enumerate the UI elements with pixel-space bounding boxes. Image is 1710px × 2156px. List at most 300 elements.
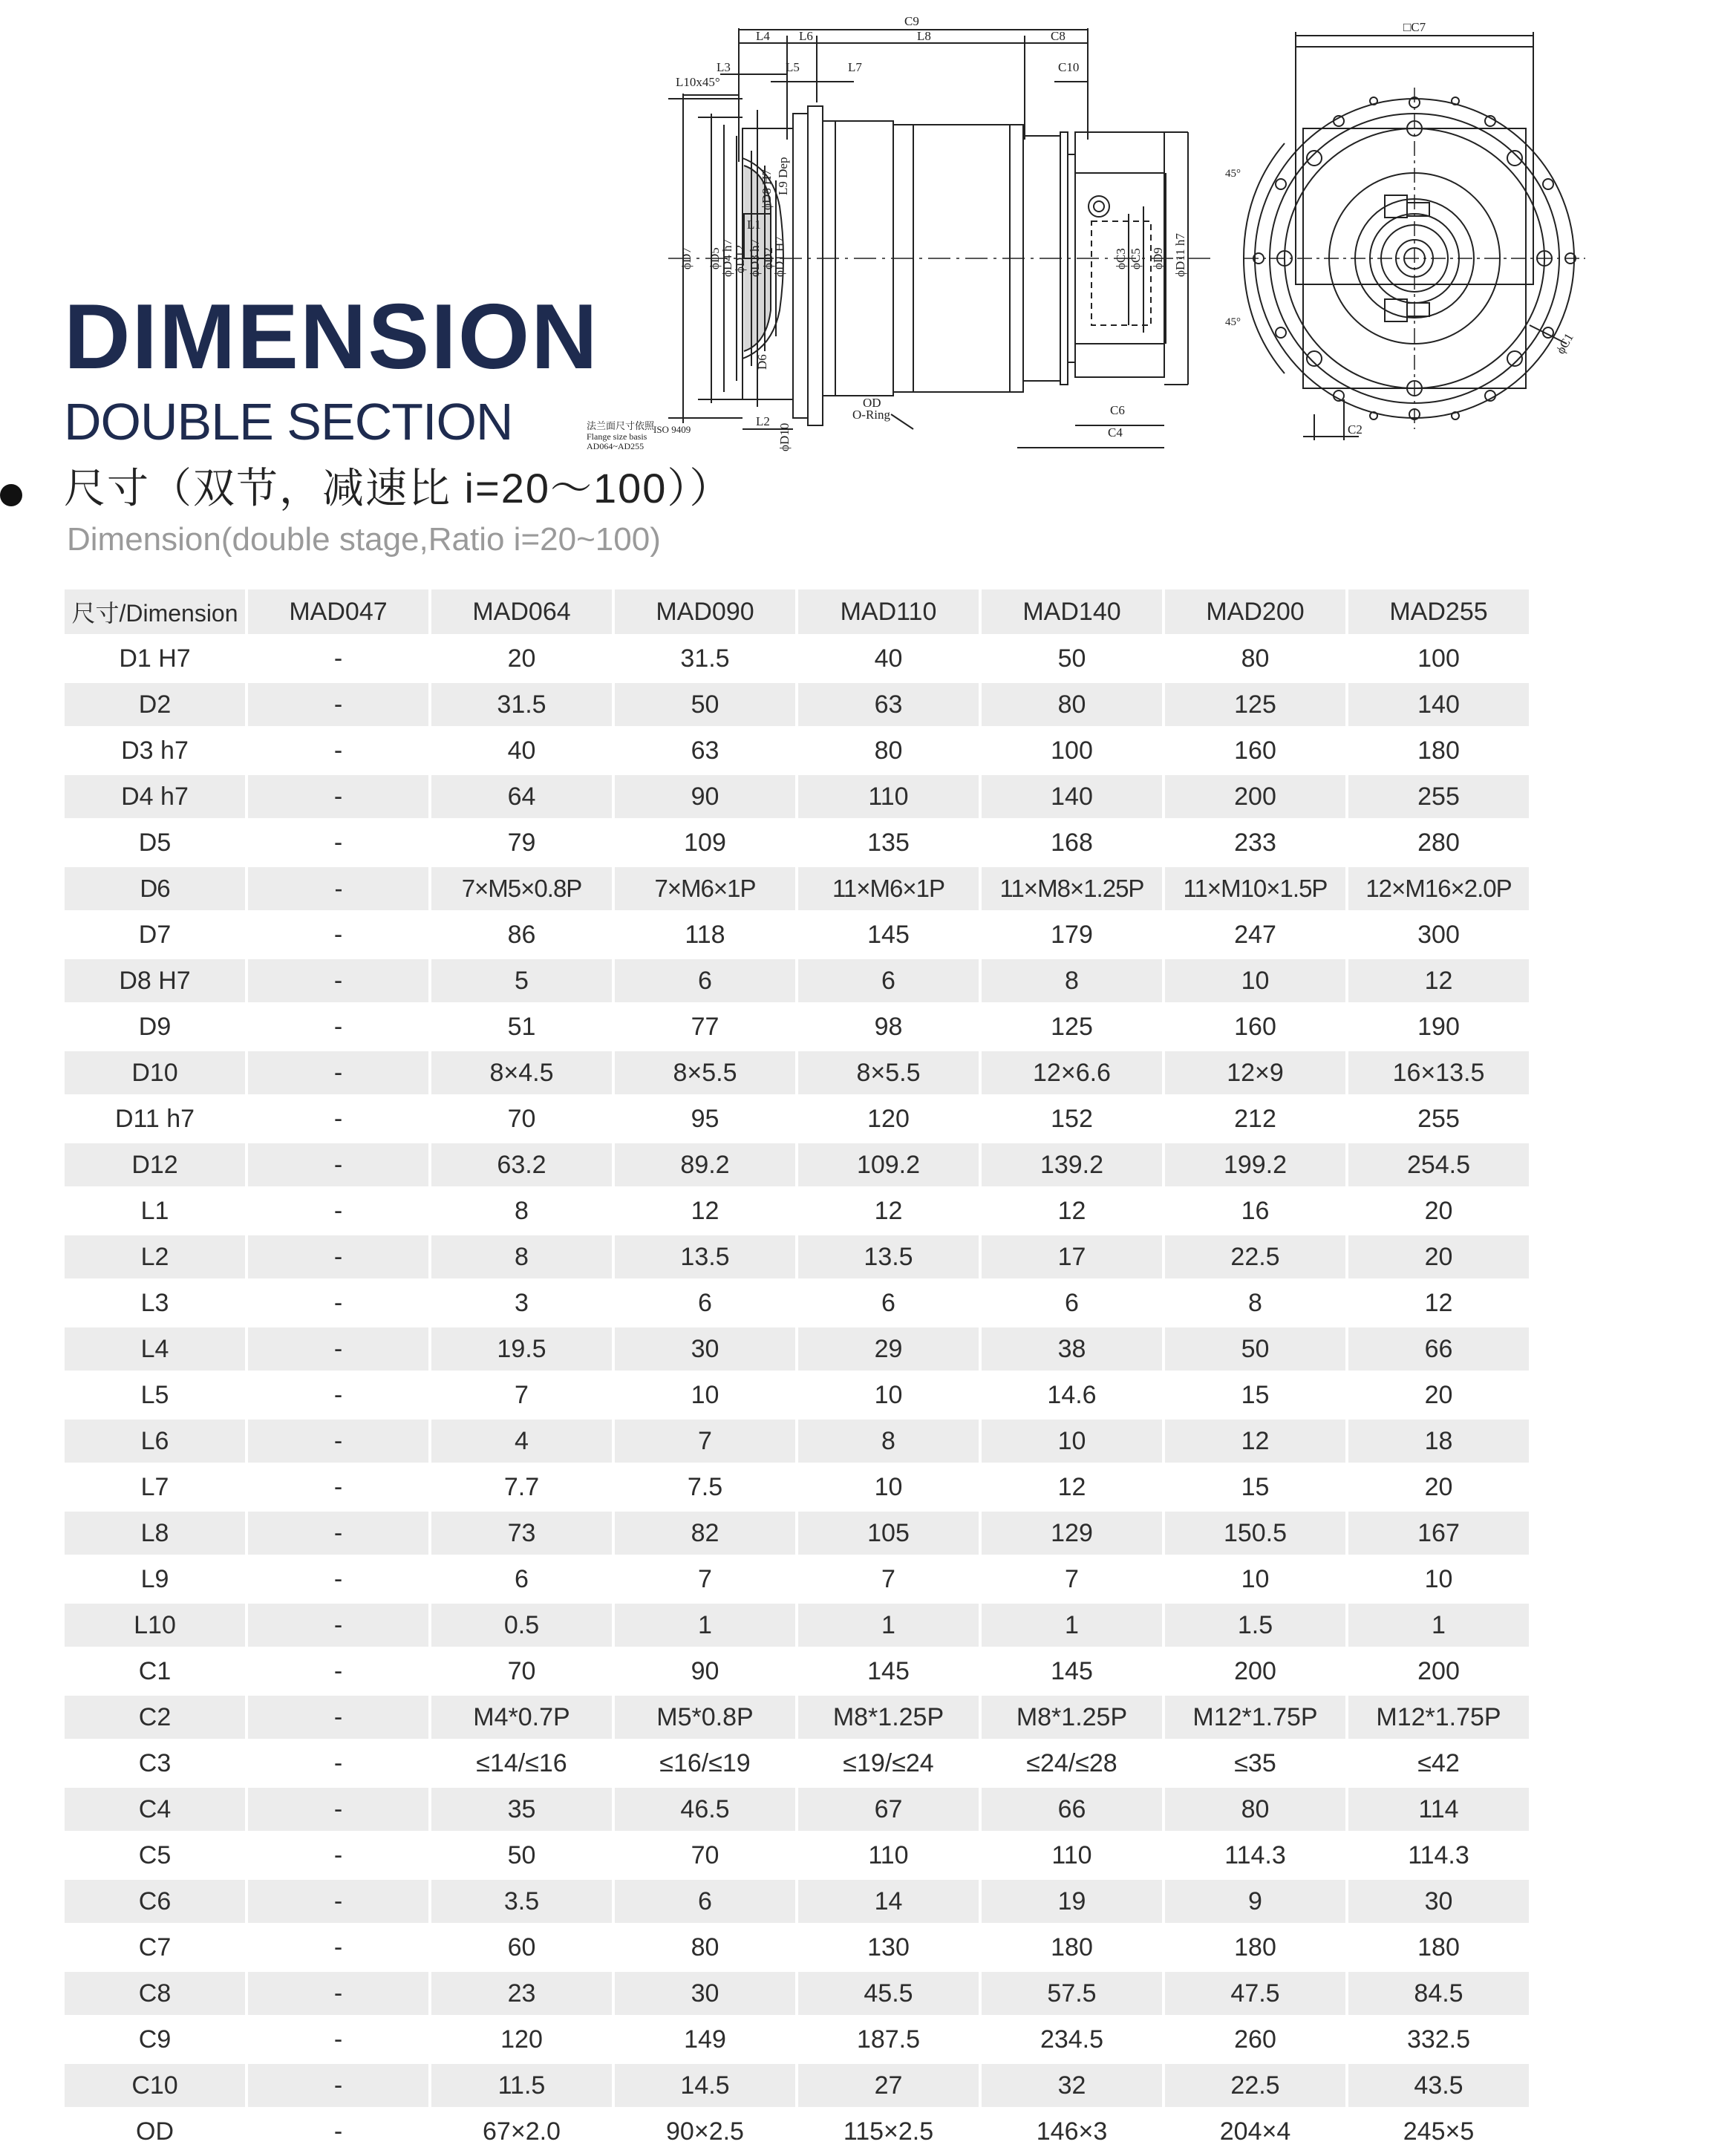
table-row xyxy=(65,1281,1529,1324)
table-cell: 16×13.5 xyxy=(1348,1051,1529,1094)
table-cell: - xyxy=(248,1327,428,1371)
row-label-cell: C1 xyxy=(138,1656,172,1685)
label-c5: ϕC5 xyxy=(1129,248,1143,270)
table-cell: 64 xyxy=(431,775,612,818)
table-cell: ≤16/≤19 xyxy=(659,1748,751,1777)
table-cell: 204×4 xyxy=(1219,2117,1291,2146)
table-cell: 50 xyxy=(1057,644,1086,673)
label-l3: L3 xyxy=(717,60,731,74)
table-cell: - xyxy=(248,1420,428,1463)
table-cell: 233 xyxy=(1234,828,1276,857)
label-l8: L8 xyxy=(917,29,931,43)
table-cell: 200 xyxy=(1417,1656,1460,1685)
page-subtitle: DOUBLE SECTION xyxy=(64,393,513,451)
table-header-row xyxy=(65,589,1529,634)
table-cell: - xyxy=(333,1748,343,1777)
label-d8: ϕD8 H7 xyxy=(760,169,774,210)
table-cell: 60 xyxy=(507,1933,536,1961)
table-cell: 6 xyxy=(881,1288,895,1317)
label-c8: C8 xyxy=(1051,29,1066,43)
table-cell: 160 xyxy=(1234,736,1276,765)
table-cell: ≤19/≤24 xyxy=(843,1748,934,1777)
table-cell: 114 xyxy=(1348,1788,1529,1831)
table-cell: 260 xyxy=(1234,2025,1276,2054)
row-label-cell: L8 xyxy=(65,1512,245,1555)
row-label-cell: C2 xyxy=(65,1696,245,1739)
table-cell: - xyxy=(248,1143,428,1186)
label-d6: D6 xyxy=(755,354,769,370)
table-cell: 3 xyxy=(515,1288,529,1317)
label-d2: ϕD2 xyxy=(761,247,775,270)
table-cell: 139.2 xyxy=(982,1143,1162,1186)
table-cell: 19 xyxy=(982,1880,1162,1923)
table-row xyxy=(65,1143,1529,1186)
table-cell: 149 xyxy=(684,2025,726,2054)
row-label-cell: C8 xyxy=(65,1972,245,2015)
label-d4: ϕD4 h7 xyxy=(720,239,734,277)
row-label-cell: D1 H7 xyxy=(119,644,191,673)
table-cell: 125 xyxy=(1165,683,1345,726)
table-cell: 80 xyxy=(1241,644,1270,673)
table-cell: 120 xyxy=(500,2025,543,2054)
row-label-cell: L1 xyxy=(140,1196,169,1225)
table-cell: - xyxy=(333,2117,343,2146)
label-l5: L5 xyxy=(786,60,800,74)
table-cell: 1 xyxy=(798,1604,979,1647)
table-cell: 167 xyxy=(1348,1512,1529,1555)
table-cell: - xyxy=(248,775,428,818)
table-cell: 6 xyxy=(798,959,979,1002)
row-label-cell: D2 xyxy=(65,683,245,726)
table-cell: M8*1.25P xyxy=(798,1696,979,1739)
table-cell: 140 xyxy=(1348,683,1529,726)
table-cell: 63 xyxy=(798,683,979,726)
label-d3: ϕD3 h7 xyxy=(748,239,762,277)
table-cell: 8 xyxy=(1248,1288,1262,1317)
table-cell: - xyxy=(248,1696,428,1739)
header-mad140: MAD140 xyxy=(982,589,1162,634)
table-row xyxy=(65,1604,1529,1647)
table-cell: - xyxy=(333,1840,343,1869)
table-cell: M8*1.25P xyxy=(982,1696,1162,1739)
table-cell: - xyxy=(333,1196,343,1225)
label-c6: C6 xyxy=(1110,403,1125,417)
table-cell: 63.2 xyxy=(431,1143,612,1186)
table-cell: 6 xyxy=(698,1288,712,1317)
table-cell: 89.2 xyxy=(615,1143,795,1186)
table-cell: 12 xyxy=(1348,959,1529,1002)
table-row xyxy=(65,1696,1529,1739)
table-cell: 30 xyxy=(1348,1880,1529,1923)
table-cell: 280 xyxy=(1417,828,1460,857)
table-cell: 245×5 xyxy=(1403,2117,1475,2146)
table-cell: - xyxy=(248,2064,428,2107)
bullet-dot xyxy=(0,484,22,506)
table-body xyxy=(65,637,1529,2153)
table-row xyxy=(65,2110,1529,2153)
table-cell: 11×M10×1.5P xyxy=(1165,867,1345,910)
table-cell: 9 xyxy=(1165,1880,1345,1923)
row-label-cell: C10 xyxy=(65,2064,245,2107)
table-cell: 63 xyxy=(691,736,719,765)
table-cell: 30 xyxy=(615,1327,795,1371)
header-mad090: MAD090 xyxy=(615,589,795,634)
label-l1: L1 xyxy=(747,218,761,232)
label-l4: L4 xyxy=(756,29,770,43)
table-cell: 11×M6×1P xyxy=(798,867,979,910)
table-row xyxy=(65,821,1529,864)
table-cell: 84.5 xyxy=(1348,1972,1529,2015)
table-row xyxy=(65,959,1529,1002)
table-row xyxy=(65,1420,1529,1463)
table-cell: 190 xyxy=(1417,1012,1460,1041)
table-cell: 15 xyxy=(1241,1380,1270,1409)
table-cell: 12 xyxy=(691,1196,719,1225)
table-cell: 10 xyxy=(982,1420,1162,1463)
table-cell: 8 xyxy=(515,1196,529,1225)
table-row xyxy=(65,637,1529,680)
table-cell: 22.5 xyxy=(1165,1235,1345,1278)
row-label-cell: D11 h7 xyxy=(114,1104,195,1133)
table-cell: - xyxy=(248,867,428,910)
table-row xyxy=(65,1189,1529,1232)
row-label-cell: D7 xyxy=(138,920,172,949)
table-row xyxy=(65,1880,1529,1923)
table-cell: 168 xyxy=(1051,828,1093,857)
label-c9: C9 xyxy=(904,14,919,28)
table-cell: 7 xyxy=(515,1380,529,1409)
table-cell: 152 xyxy=(1051,1104,1093,1133)
table-cell: 145 xyxy=(867,1656,910,1685)
table-cell: 10 xyxy=(874,1380,903,1409)
table-cell: 114.3 xyxy=(1408,1840,1469,1869)
table-cell: - xyxy=(333,1472,343,1501)
row-label-cell: L6 xyxy=(65,1420,245,1463)
table-cell: 40 xyxy=(874,644,903,673)
row-label-cell: OD xyxy=(136,2117,174,2146)
table-cell: 67×2.0 xyxy=(483,2117,561,2146)
table-cell: - xyxy=(248,959,428,1002)
table-cell: 150.5 xyxy=(1165,1512,1345,1555)
table-cell: 22.5 xyxy=(1165,2064,1345,2107)
table-cell: M12*1.75P xyxy=(1165,1696,1345,1739)
table-cell: 82 xyxy=(615,1512,795,1555)
table-cell: 114.3 xyxy=(1224,1840,1286,1869)
table-cell: - xyxy=(333,1380,343,1409)
row-label-cell: L3 xyxy=(140,1288,169,1317)
section-heading-en: Dimension(double stage,Ratio i=20~100) xyxy=(67,521,661,558)
table-cell: - xyxy=(333,828,343,857)
table-cell: 13.5 xyxy=(798,1235,979,1278)
table-cell: 15 xyxy=(1241,1472,1270,1501)
table-cell: 95 xyxy=(691,1104,719,1133)
table-cell: 10 xyxy=(1165,959,1345,1002)
label-l9: L9 Dep xyxy=(776,157,790,195)
table-cell: 6 xyxy=(615,959,795,1002)
table-cell: 8 xyxy=(431,1235,612,1278)
table-cell: 50 xyxy=(615,683,795,726)
row-label-cell: D5 xyxy=(138,828,172,857)
table-cell: 23 xyxy=(431,1972,612,2015)
table-cell: - xyxy=(333,1012,343,1041)
table-cell: - xyxy=(333,1656,343,1685)
table-cell: 18 xyxy=(1348,1420,1529,1463)
table-cell: 16 xyxy=(1241,1196,1270,1225)
table-row xyxy=(65,1558,1529,1601)
table-cell: 100 xyxy=(1417,644,1460,673)
table-cell: 7×M6×1P xyxy=(615,867,795,910)
label-d9: ϕD9 xyxy=(1151,247,1165,270)
table-cell: 110 xyxy=(868,1840,909,1869)
table-cell: - xyxy=(333,1933,343,1961)
table-row xyxy=(65,729,1529,772)
label-d7: ϕD7 xyxy=(679,247,694,270)
table-cell: - xyxy=(333,736,343,765)
table-row xyxy=(65,775,1529,818)
header-dimension: 尺寸/Dimension xyxy=(65,589,245,634)
table-cell: - xyxy=(333,2025,343,2054)
table-cell: 40 xyxy=(507,736,536,765)
label-angle-bottom: 45° xyxy=(1225,316,1241,328)
header-mad110: MAD110 xyxy=(798,589,979,634)
table-cell: 1 xyxy=(615,1604,795,1647)
label-d12: ϕD12 xyxy=(733,244,747,273)
table-cell: 20 xyxy=(1424,1380,1453,1409)
table-cell: 8 xyxy=(798,1420,979,1463)
table-cell: 86 xyxy=(507,920,536,949)
table-cell: 98 xyxy=(874,1012,903,1041)
table-cell: 145 xyxy=(867,920,910,949)
table-cell: 12 xyxy=(874,1196,903,1225)
table-cell: 32 xyxy=(982,2064,1162,2107)
table-cell: 14.5 xyxy=(615,2064,795,2107)
table-cell: 146×3 xyxy=(1036,2117,1108,2146)
table-cell: 70 xyxy=(691,1840,719,1869)
table-cell: 255 xyxy=(1348,775,1529,818)
label-c7: □C7 xyxy=(1403,20,1426,34)
table-row xyxy=(65,1788,1529,1831)
row-label-cell: D6 xyxy=(65,867,245,910)
table-cell: 180 xyxy=(1417,736,1460,765)
table-cell: 118 xyxy=(685,920,725,949)
row-label-cell: C9 xyxy=(138,2025,172,2054)
table-cell: ≤24/≤28 xyxy=(1026,1748,1117,1777)
row-label-cell: L10 xyxy=(65,1604,245,1647)
table-row xyxy=(65,867,1529,910)
table-cell: 10 xyxy=(1241,1564,1270,1593)
table-cell: 47.5 xyxy=(1165,1972,1345,2015)
table-cell: 35 xyxy=(431,1788,612,1831)
table-cell: - xyxy=(248,1235,428,1278)
table-cell: 14.6 xyxy=(1047,1380,1097,1409)
table-cell: M12*1.75P xyxy=(1348,1696,1529,1739)
table-cell: 12×M16×2.0P xyxy=(1348,867,1529,910)
table-row xyxy=(65,913,1529,956)
table-cell: - xyxy=(248,1051,428,1094)
table-cell: 247 xyxy=(1234,920,1276,949)
table-cell: 200 xyxy=(1234,1656,1276,1685)
table-cell: 20 xyxy=(1424,1472,1453,1501)
dimension-drawing-svg xyxy=(572,13,1596,451)
table-cell: 80 xyxy=(982,683,1162,726)
table-cell: 8×4.5 xyxy=(431,1051,612,1094)
table-cell: 90 xyxy=(615,775,795,818)
table-cell: 7×M5×0.8P xyxy=(431,867,612,910)
label-c3: ϕC3 xyxy=(1114,248,1128,270)
table-cell: 100 xyxy=(1051,736,1093,765)
table-cell: 1.5 xyxy=(1165,1604,1345,1647)
table-cell: 10 xyxy=(691,1380,719,1409)
section-heading-cn: 尺寸（双节，减速比 i=20～100）） xyxy=(64,465,733,512)
table-cell: ≤35 xyxy=(1234,1748,1276,1777)
table-cell: 7.7 xyxy=(503,1472,540,1501)
row-label-cell: D9 xyxy=(138,1012,172,1041)
table-cell: 77 xyxy=(691,1012,719,1041)
table-cell: 6 xyxy=(1065,1288,1079,1317)
table-cell: 12 xyxy=(1057,1472,1086,1501)
table-cell: 73 xyxy=(431,1512,612,1555)
table-cell: 12 xyxy=(1165,1420,1345,1463)
table-cell: 27 xyxy=(798,2064,979,2107)
table-cell: 8 xyxy=(982,959,1162,1002)
table-cell: 30 xyxy=(615,1972,795,2015)
table-cell: 135 xyxy=(867,828,910,857)
table-cell: 90 xyxy=(691,1656,719,1685)
table-row xyxy=(65,1742,1529,1785)
table-row xyxy=(65,1373,1529,1417)
table-cell: ≤42 xyxy=(1417,1748,1460,1777)
row-label-cell: L5 xyxy=(140,1380,169,1409)
label-l6: L6 xyxy=(799,29,813,43)
label-oring: O-Ring xyxy=(852,408,890,422)
table-cell: 80 xyxy=(1165,1788,1345,1831)
table-cell: 51 xyxy=(507,1012,536,1041)
table-cell: 110 xyxy=(798,775,979,818)
table-cell: - xyxy=(248,1604,428,1647)
row-label-cell: C3 xyxy=(138,1748,172,1777)
row-label-cell: C6 xyxy=(65,1880,245,1923)
row-label-cell: D3 h7 xyxy=(121,736,189,765)
table-cell: 1 xyxy=(1348,1604,1529,1647)
table-cell: 80 xyxy=(874,736,903,765)
table-cell: 0.5 xyxy=(431,1604,612,1647)
label-d11: ϕD11 h7 xyxy=(1173,233,1187,277)
label-note-en: Flange size basis xyxy=(587,431,647,442)
table-cell: 67 xyxy=(798,1788,979,1831)
table-cell: 80 xyxy=(691,1933,719,1961)
row-label-cell: D8 H7 xyxy=(65,959,245,1002)
table-cell: 12×9 xyxy=(1165,1051,1345,1094)
table-cell: 6 xyxy=(615,1880,795,1923)
table-cell: 254.5 xyxy=(1348,1143,1529,1186)
table-cell: 11.5 xyxy=(431,2064,612,2107)
table-cell: 129 xyxy=(982,1512,1162,1555)
label-l10x45: L10x45° xyxy=(676,75,720,89)
table-cell: - xyxy=(248,1972,428,2015)
label-iso: ISO 9409 xyxy=(653,424,691,435)
table-cell: 199.2 xyxy=(1165,1143,1345,1186)
table-cell: 7 xyxy=(1065,1564,1079,1593)
table-cell: 66 xyxy=(1348,1327,1529,1371)
dimension-drawing xyxy=(572,13,1596,455)
table-cell: 180 xyxy=(1417,1933,1460,1961)
table-cell: 38 xyxy=(982,1327,1162,1371)
label-c1: ϕC1 xyxy=(1553,330,1576,356)
table-row xyxy=(65,1097,1529,1140)
row-label-cell: D10 xyxy=(65,1051,245,1094)
table-cell: 31.5 xyxy=(431,683,612,726)
row-label-cell: C4 xyxy=(65,1788,245,1831)
label-c2: C2 xyxy=(1348,422,1363,437)
table-cell: 8×5.5 xyxy=(615,1051,795,1094)
table-cell: 57.5 xyxy=(982,1972,1162,2015)
table-cell: 11×M8×1.25P xyxy=(982,867,1162,910)
table-cell: ≤14/≤16 xyxy=(476,1748,567,1777)
table-cell: 120 xyxy=(867,1104,910,1133)
table-cell: - xyxy=(333,920,343,949)
table-row xyxy=(65,1926,1529,1969)
table-cell: 7 xyxy=(881,1564,895,1593)
table-cell: 160 xyxy=(1234,1012,1276,1041)
row-label-cell: D12 xyxy=(65,1143,245,1186)
table-row xyxy=(65,2064,1529,2107)
table-row xyxy=(65,1972,1529,2015)
row-label-cell: C5 xyxy=(138,1840,172,1869)
table-cell: 234.5 xyxy=(1040,2025,1104,2054)
label-od: OD xyxy=(863,396,881,410)
table-cell: 31.5 xyxy=(680,644,730,673)
table-cell: 7 xyxy=(698,1564,712,1593)
page-title: DIMENSION xyxy=(64,286,599,388)
label-c4: C4 xyxy=(1108,425,1123,440)
table-cell: 105 xyxy=(798,1512,979,1555)
label-note-cn: 法兰面尺寸依照 xyxy=(587,420,655,431)
table-cell: 70 xyxy=(507,1104,536,1133)
table-cell: 180 xyxy=(1234,1933,1276,1961)
table-row xyxy=(65,1327,1529,1371)
header-mad047: MAD047 xyxy=(248,589,428,634)
label-note-range: AD064~AD255 xyxy=(587,441,644,451)
label-d5: ϕD5 xyxy=(708,247,722,270)
table-cell: 46.5 xyxy=(615,1788,795,1831)
row-label-cell: L4 xyxy=(65,1327,245,1371)
row-label-cell: L2 xyxy=(65,1235,245,1278)
table-cell: 4 xyxy=(431,1420,612,1463)
table-cell: 125 xyxy=(1051,1012,1093,1041)
table-cell: 5 xyxy=(431,959,612,1002)
table-row xyxy=(65,1466,1529,1509)
table-cell: - xyxy=(248,1512,428,1555)
row-label-cell: C7 xyxy=(138,1933,172,1961)
row-label-cell: L7 xyxy=(140,1472,169,1501)
table-cell: 70 xyxy=(507,1656,536,1685)
row-label-cell: L9 xyxy=(140,1564,169,1593)
table-cell: M4*0.7P xyxy=(431,1696,612,1739)
row-label-cell: D4 h7 xyxy=(65,775,245,818)
label-d10: ϕD10 xyxy=(777,422,792,451)
table-cell: 10 xyxy=(1424,1564,1453,1593)
label-l2: L2 xyxy=(756,414,770,428)
label-c10: C10 xyxy=(1058,60,1080,74)
table-cell: 3.5 xyxy=(431,1880,612,1923)
table-row xyxy=(65,1512,1529,1555)
header-mad200: MAD200 xyxy=(1165,589,1345,634)
label-l7: L7 xyxy=(848,60,862,74)
table-cell: 115×2.5 xyxy=(843,2117,934,2146)
table-cell: 179 xyxy=(1051,920,1093,949)
label-angle-top: 45° xyxy=(1225,168,1241,180)
table-cell: 29 xyxy=(798,1327,979,1371)
